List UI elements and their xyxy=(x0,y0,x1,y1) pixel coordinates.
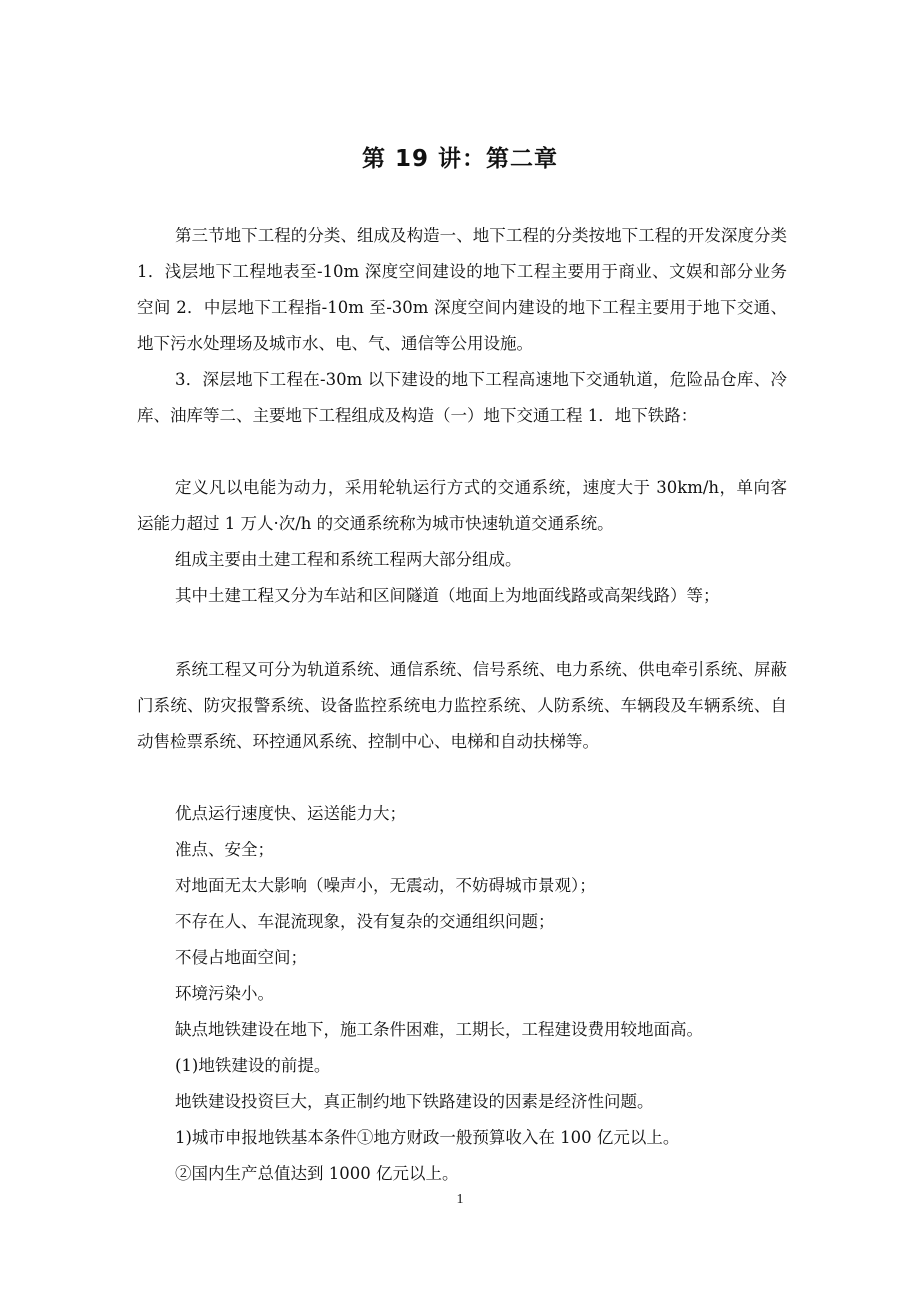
paragraph-system-works: 系统工程又可分为轨道系统、通信系统、信号系统、电力系统、供电牵引系统、屏蔽门系统、防灾报警系统、设备监控系统电力监控系统、人防系统、车辆段及车辆系统、自动售检票系统、环控通风系统、控制中心、电梯和自动扶梯等。 xyxy=(137,660,787,751)
paragraph-condition-revenue: 1)城市申报地铁基本条件①地方财政一般预算收入在 100 亿元以上。 xyxy=(175,1128,680,1147)
paragraph-prerequisite: (1)地铁建设的前提。 xyxy=(175,1056,331,1075)
paragraph-definition: 定义凡以电能为动力，采用轮轨运行方式的交通系统，速度大于 30km/h，单向客运能力超过 1 万人·次/h 的交通系统称为城市快速轨道交通系统。 xyxy=(137,478,787,533)
paragraph-investment: 地铁建设投资巨大，真正制约地下铁路建设的因素是经济性问题。 xyxy=(175,1092,654,1111)
paragraph-advantage-noise: 对地面无太大影响（噪声小，无震动，不妨碍城市景观）； xyxy=(175,876,596,895)
page-title: 第 19 讲：第二章 xyxy=(361,146,559,172)
paragraph-advantage-space: 不侵占地面空间； xyxy=(175,948,307,967)
paragraph-condition-gdp: ②国内生产总值达到 1000 亿元以上。 xyxy=(175,1164,459,1183)
paragraph-disadvantage: 缺点地铁建设在地下，施工条件困难，工期长，工程建设费用较地面高。 xyxy=(175,1020,703,1039)
page-number: 1 xyxy=(456,1192,464,1207)
paragraph-advantage-pollution: 环境污染小。 xyxy=(175,984,274,1003)
paragraph-advantage-safety: 准点、安全； xyxy=(175,840,274,859)
paragraph-composition: 组成主要由土建工程和系统工程两大部分组成。 xyxy=(175,550,522,569)
paragraph-advantage-speed: 优点运行速度快、运送能力大； xyxy=(175,804,406,823)
paragraph-civil-works: 其中土建工程又分为车站和区间隧道（地面上为地面线路或高架线路）等； xyxy=(175,586,720,605)
paragraph-advantage-traffic: 不存在人、车混流现象，没有复杂的交通组织问题； xyxy=(175,912,555,931)
paragraph-deep-engineering: 3．深层地下工程在-30m 以下建设的地下工程高速地下交通轨道，危险品仓库、冷库、油库等二、主要地下工程组成及构造（一）地下交通工程 1．地下铁路： xyxy=(137,370,787,425)
paragraph-classification: 第三节地下工程的分类、组成及构造一、地下工程的分类按地下工程的开发深度分类 1．浅层地下工程地表至-10m 深度空间建设的地下工程主要用于商业、文娱和部分业务空间 2．中层地下工程指-10m 至-30m 深度空间内建设的地下工程主要用于地下交通、地下污水处理场及城市水、电、气、通信等公用设施。 xyxy=(137,226,787,353)
